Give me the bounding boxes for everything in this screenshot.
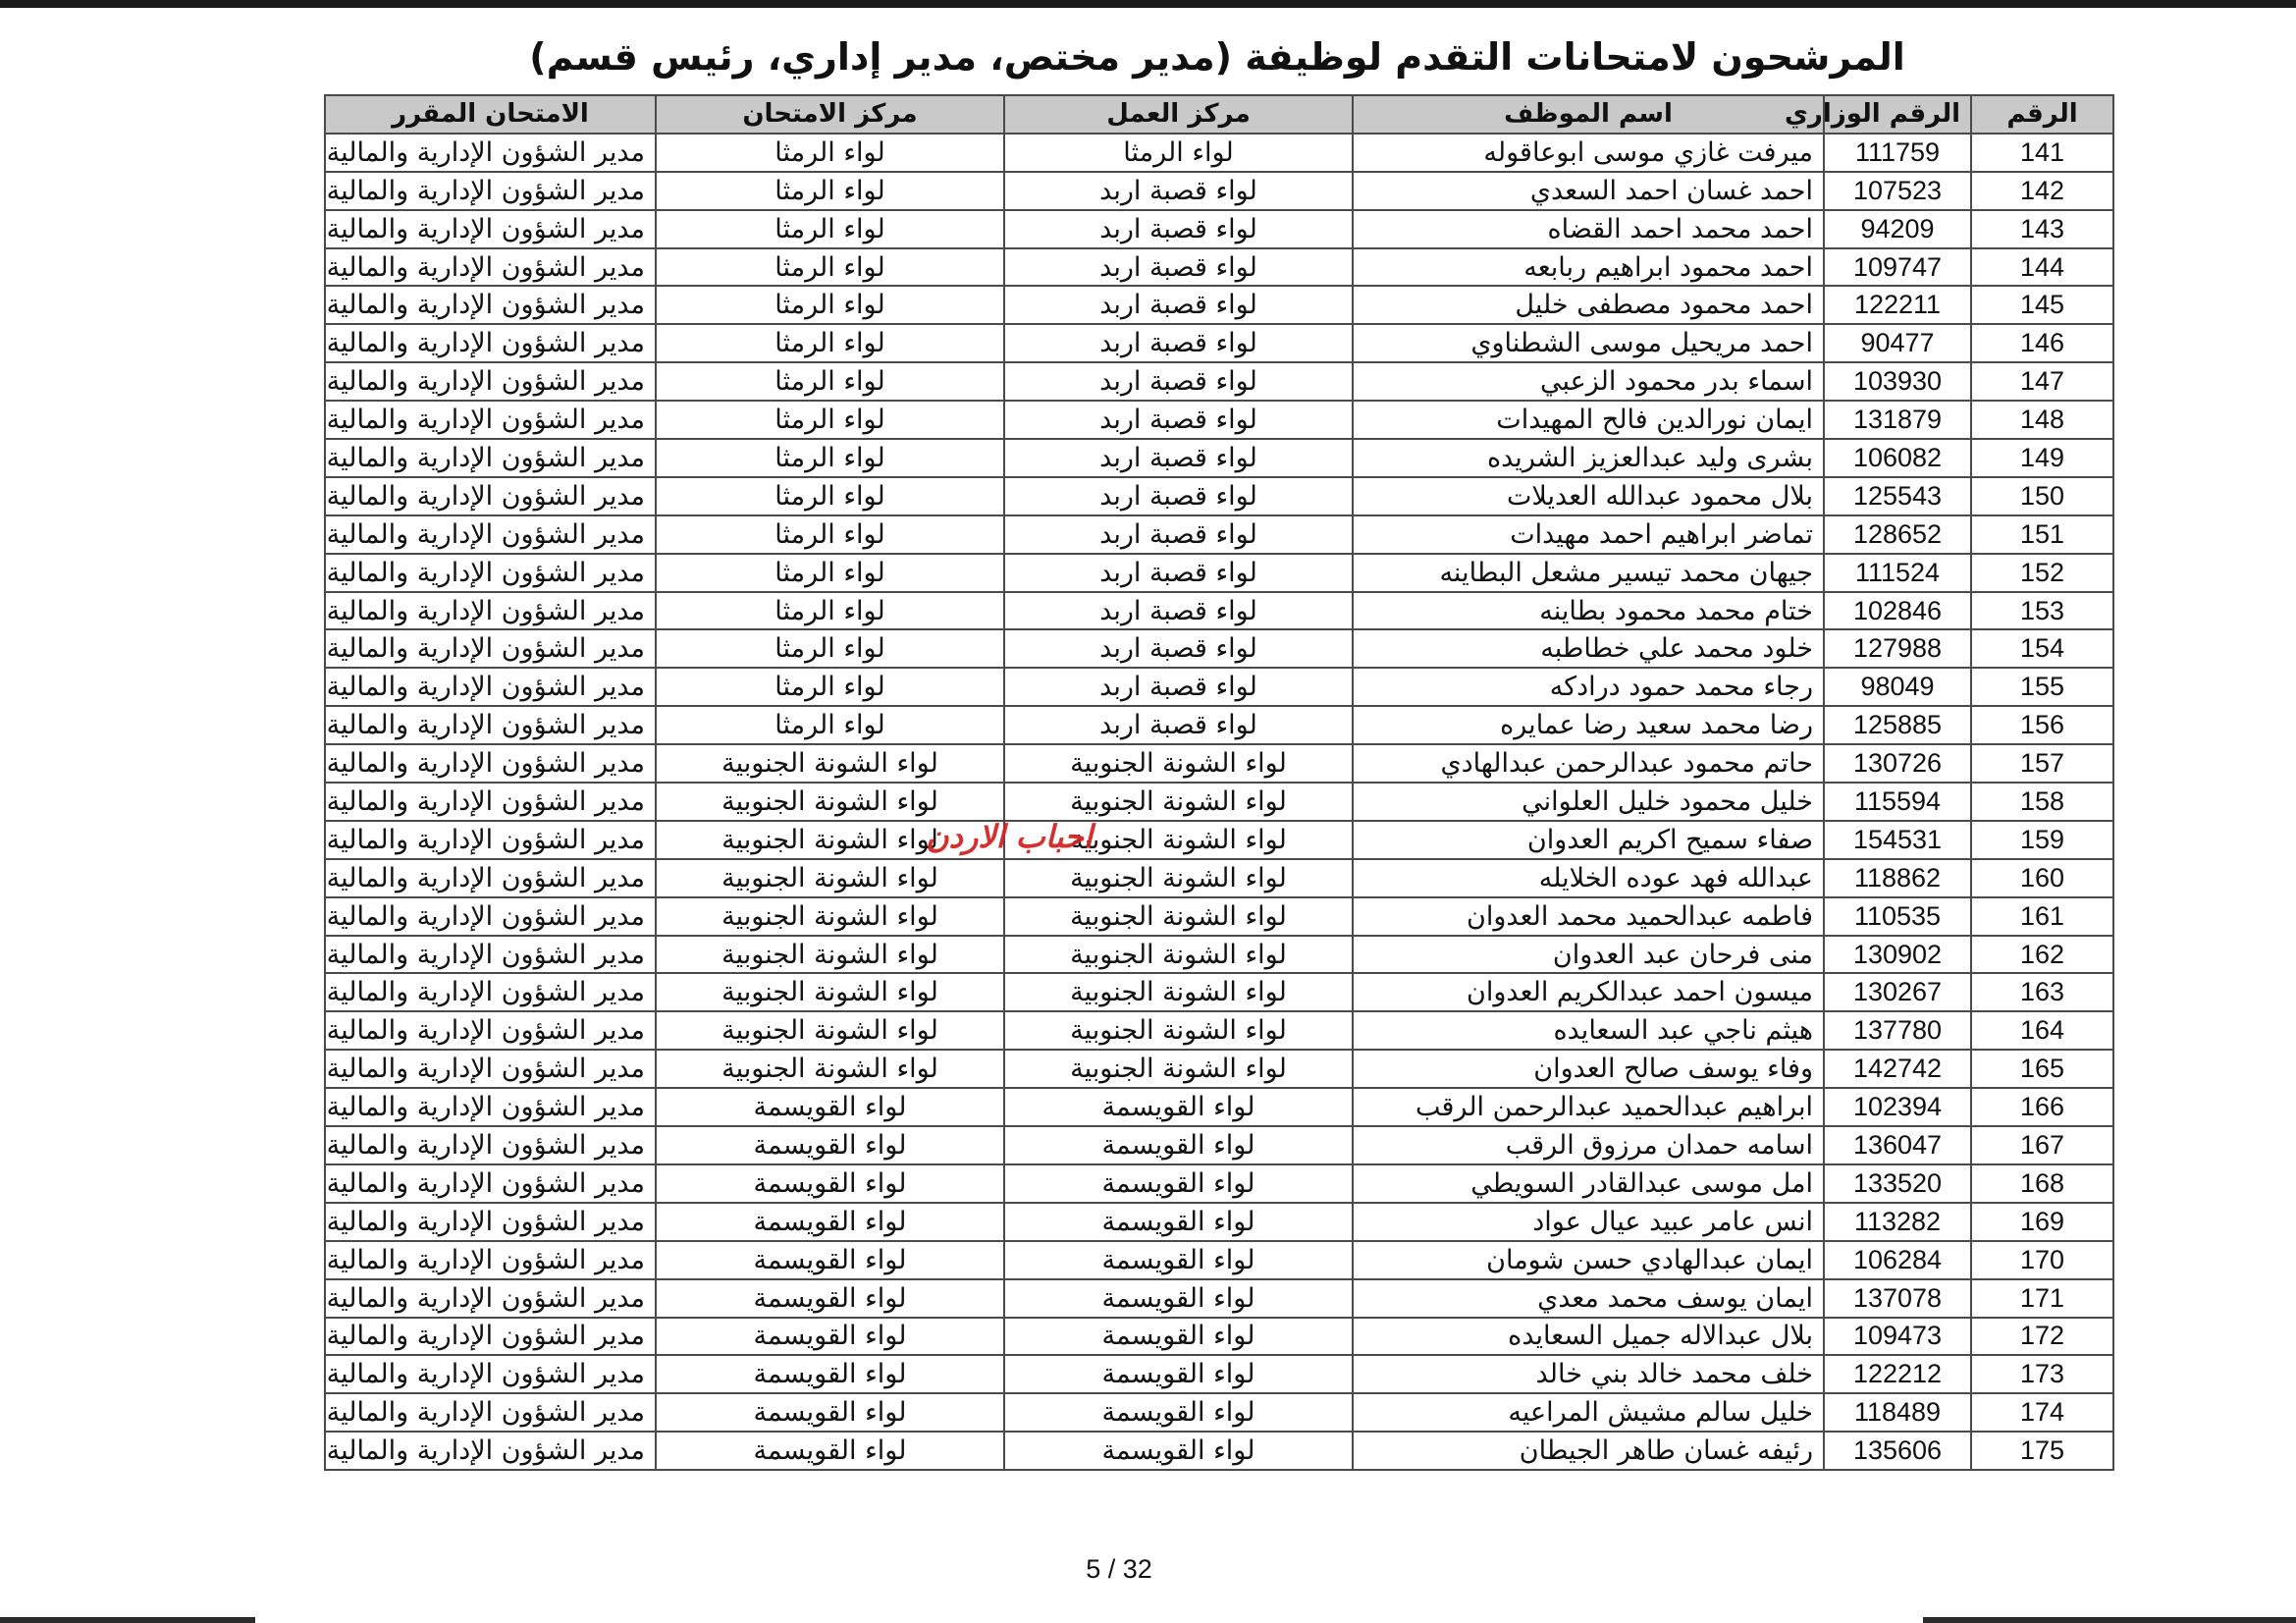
cell-employee-name: اسامه حمدان مرزوق الرقب [1353,1126,1824,1164]
cell-ministry-id: 106284 [1824,1241,1971,1279]
cell-exam-center: لواء الشونة الجنوبية [656,1011,1004,1050]
header-assigned-exam: الامتحان المقرر [325,95,656,134]
cell-ministry-id: 113282 [1824,1203,1971,1241]
cell-work-center: لواء الشونة الجنوبية [1004,821,1353,859]
table-row [325,973,2113,1011]
cell-seq: 159 [1971,821,2113,859]
table-row [325,629,2113,668]
cell-ministry-id: 94209 [1824,210,1971,248]
cell-employee-name: احمد غسان احمد السعدي [1353,172,1824,210]
cell-ministry-id: 111759 [1824,134,1971,172]
cell-seq: 149 [1971,439,2113,477]
cell-employee-name: ميسون احمد عبدالكريم العدوان [1353,973,1824,1011]
cell-seq: 172 [1971,1318,2113,1356]
cell-assigned-exam: مدير الشؤون الإدارية والمالية [325,362,656,401]
cell-assigned-exam: مدير الشؤون الإدارية والمالية [325,1088,656,1126]
cell-work-center: لواء الشونة الجنوبية [1004,744,1353,783]
cell-exam-center: لواء الشونة الجنوبية [656,859,1004,897]
cell-assigned-exam: مدير الشؤون الإدارية والمالية [325,783,656,821]
cell-ministry-id: 109747 [1824,248,1971,287]
cell-exam-center: لواء الرمثا [656,592,1004,630]
cell-seq: 145 [1971,286,2113,324]
cell-employee-name: بشرى وليد عبدالعزيز الشريده [1353,439,1824,477]
cell-seq: 161 [1971,897,2113,936]
cell-ministry-id: 130267 [1824,973,1971,1011]
cell-employee-name: رجاء محمد حمود درادكه [1353,668,1824,706]
cell-work-center: لواء قصبة اربد [1004,172,1353,210]
cell-ministry-id: 118489 [1824,1393,1971,1432]
cell-exam-center: لواء الرمثا [656,248,1004,287]
cell-employee-name: منى فرحان عبد العدوان [1353,936,1824,974]
table-row [325,706,2113,744]
cell-assigned-exam: مدير الشؤون الإدارية والمالية [325,286,656,324]
cell-ministry-id: 127988 [1824,629,1971,668]
cell-work-center: لواء قصبة اربد [1004,629,1353,668]
cell-employee-name: ختام محمد محمود بطاينه [1353,592,1824,630]
table-body [325,134,2113,1470]
cell-seq: 143 [1971,210,2113,248]
cell-assigned-exam: مدير الشؤون الإدارية والمالية [325,821,656,859]
cell-assigned-exam: مدير الشؤون الإدارية والمالية [325,1203,656,1241]
cell-assigned-exam: مدير الشؤون الإدارية والمالية [325,897,656,936]
cell-work-center: لواء القويسمة [1004,1241,1353,1279]
cell-ministry-id: 136047 [1824,1126,1971,1164]
table-row [325,668,2113,706]
table-row [325,439,2113,477]
cell-work-center: لواء الشونة الجنوبية [1004,783,1353,821]
cell-exam-center: لواء القويسمة [656,1432,1004,1470]
cell-ministry-id: 118862 [1824,859,1971,897]
cell-employee-name: رئيفه غسان طاهر الجيطان [1353,1432,1824,1470]
cell-work-center: لواء قصبة اربد [1004,362,1353,401]
cell-assigned-exam: مدير الشؤون الإدارية والمالية [325,401,656,439]
table-row [325,821,2113,859]
cell-work-center: لواء قصبة اربد [1004,706,1353,744]
cell-ministry-id: 102394 [1824,1088,1971,1126]
cell-assigned-exam: مدير الشؤون الإدارية والمالية [325,1241,656,1279]
cell-assigned-exam: مدير الشؤون الإدارية والمالية [325,1318,656,1356]
table-row [325,286,2113,324]
cell-ministry-id: 130726 [1824,744,1971,783]
cell-work-center: لواء قصبة اربد [1004,439,1353,477]
scan-bottom-edge-left [0,1617,255,1623]
cell-assigned-exam: مدير الشؤون الإدارية والمالية [325,1279,656,1318]
table-row [325,1203,2113,1241]
cell-ministry-id: 115594 [1824,783,1971,821]
cell-exam-center: لواء الرمثا [656,477,1004,515]
cell-seq: 157 [1971,744,2113,783]
cell-seq: 151 [1971,515,2113,554]
cell-employee-name: عبدالله فهد عوده الخلايله [1353,859,1824,897]
cell-exam-center: لواء القويسمة [656,1393,1004,1432]
cell-assigned-exam: مدير الشؤون الإدارية والمالية [325,1164,656,1203]
header-employee-name: اسم الموظف [1353,95,1824,134]
cell-ministry-id: 125885 [1824,706,1971,744]
table-row [325,1050,2113,1088]
cell-assigned-exam: مدير الشؤون الإدارية والمالية [325,324,656,362]
cell-employee-name: جيهان محمد تيسير مشعل البطاينه [1353,554,1824,592]
cell-seq: 148 [1971,401,2113,439]
cell-seq: 166 [1971,1088,2113,1126]
cell-work-center: لواء قصبة اربد [1004,210,1353,248]
cell-employee-name: ايمان عبدالهادي حسن شومان [1353,1241,1824,1279]
cell-assigned-exam: مدير الشؤون الإدارية والمالية [325,554,656,592]
cell-assigned-exam: مدير الشؤون الإدارية والمالية [325,936,656,974]
cell-seq: 163 [1971,973,2113,1011]
table-row [325,897,2113,936]
cell-employee-name: بلال محمود عبدالله العديلات [1353,477,1824,515]
cell-work-center: لواء قصبة اربد [1004,324,1353,362]
cell-ministry-id: 98049 [1824,668,1971,706]
cell-employee-name: صفاء سميح اكريم العدوان [1353,821,1824,859]
cell-seq: 142 [1971,172,2113,210]
cell-exam-center: لواء الرمثا [656,362,1004,401]
cell-work-center: لواء الشونة الجنوبية [1004,1050,1353,1088]
cell-exam-center: لواء الشونة الجنوبية [656,936,1004,974]
cell-assigned-exam: مدير الشؤون الإدارية والمالية [325,477,656,515]
cell-work-center: لواء قصبة اربد [1004,477,1353,515]
page-title: المرشحون لامتحانات التقدم لوظيفة (مدير مختص، مدير إداري، رئيس قسم) [529,35,1905,79]
cell-ministry-id: 107523 [1824,172,1971,210]
table-row [325,1241,2113,1279]
cell-work-center: لواء القويسمة [1004,1318,1353,1356]
cell-exam-center: لواء الرمثا [656,629,1004,668]
table-row [325,324,2113,362]
cell-exam-center: لواء الرمثا [656,706,1004,744]
cell-work-center: لواء القويسمة [1004,1279,1353,1318]
cell-ministry-id: 125543 [1824,477,1971,515]
table-row [325,936,2113,974]
cell-employee-name: تماضر ابراهيم احمد مهيدات [1353,515,1824,554]
cell-exam-center: لواء الشونة الجنوبية [656,783,1004,821]
cell-ministry-id: 135606 [1824,1432,1971,1470]
cell-work-center: لواء القويسمة [1004,1164,1353,1203]
cell-seq: 171 [1971,1279,2113,1318]
cell-employee-name: بلال عبدالاله جميل السعايده [1353,1318,1824,1356]
cell-seq: 173 [1971,1355,2113,1393]
cell-assigned-exam: مدير الشؤون الإدارية والمالية [325,1011,656,1050]
cell-exam-center: لواء القويسمة [656,1126,1004,1164]
cell-seq: 144 [1971,248,2113,287]
cell-assigned-exam: مدير الشؤون الإدارية والمالية [325,515,656,554]
cell-employee-name: اسماء بدر محمود الزعبي [1353,362,1824,401]
table-header-row [325,95,2113,134]
cell-ministry-id: 154531 [1824,821,1971,859]
cell-ministry-id: 122212 [1824,1355,1971,1393]
table-row [325,859,2113,897]
cell-work-center: لواء قصبة اربد [1004,554,1353,592]
table-row [325,1318,2113,1356]
cell-exam-center: لواء الشونة الجنوبية [656,897,1004,936]
cell-ministry-id: 131879 [1824,401,1971,439]
cell-work-center: لواء قصبة اربد [1004,286,1353,324]
cell-employee-name: ابراهيم عبدالحميد عبدالرحمن الرقب [1353,1088,1824,1126]
cell-work-center: لواء القويسمة [1004,1203,1353,1241]
cell-assigned-exam: مدير الشؤون الإدارية والمالية [325,668,656,706]
cell-work-center: لواء القويسمة [1004,1126,1353,1164]
cell-employee-name: احمد محمود ابراهيم ربابعه [1353,248,1824,287]
cell-assigned-exam: مدير الشؤون الإدارية والمالية [325,744,656,783]
cell-employee-name: هيثم ناجي عبد السعايده [1353,1011,1824,1050]
cell-exam-center: لواء الرمثا [656,668,1004,706]
header-seq: الرقم [1971,95,2113,134]
cell-exam-center: لواء الرمثا [656,515,1004,554]
candidates-table [324,94,2114,1471]
cell-exam-center: لواء القويسمة [656,1355,1004,1393]
table-row [325,477,2113,515]
cell-assigned-exam: مدير الشؤون الإدارية والمالية [325,134,656,172]
cell-seq: 167 [1971,1126,2113,1164]
cell-seq: 156 [1971,706,2113,744]
cell-ministry-id: 106082 [1824,439,1971,477]
cell-assigned-exam: مدير الشؤون الإدارية والمالية [325,973,656,1011]
cell-exam-center: لواء القويسمة [656,1203,1004,1241]
cell-work-center: لواء قصبة اربد [1004,401,1353,439]
cell-exam-center: لواء الرمثا [656,286,1004,324]
cell-ministry-id: 128652 [1824,515,1971,554]
cell-seq: 169 [1971,1203,2113,1241]
header-work-center: مركز العمل [1004,95,1353,134]
cell-assigned-exam: مدير الشؤون الإدارية والمالية [325,210,656,248]
cell-work-center: لواء قصبة اربد [1004,592,1353,630]
cell-ministry-id: 122211 [1824,286,1971,324]
table-row [325,248,2113,287]
cell-seq: 174 [1971,1393,2113,1432]
cell-work-center: لواء قصبة اربد [1004,248,1353,287]
cell-work-center: لواء الشونة الجنوبية [1004,897,1353,936]
table-row [325,172,2113,210]
cell-seq: 153 [1971,592,2113,630]
cell-exam-center: لواء الرمثا [656,210,1004,248]
cell-assigned-exam: مدير الشؤون الإدارية والمالية [325,1432,656,1470]
cell-exam-center: لواء القويسمة [656,1241,1004,1279]
cell-employee-name: خلف محمد خالد بني خالد [1353,1355,1824,1393]
cell-seq: 168 [1971,1164,2113,1203]
table-row [325,134,2113,172]
cell-employee-name: ايمان نورالدين فالح المهيدات [1353,401,1824,439]
header-exam-center: مركز الامتحان [656,95,1004,134]
cell-seq: 175 [1971,1432,2113,1470]
cell-work-center: لواء القويسمة [1004,1088,1353,1126]
cell-employee-name: احمد محمد احمد القضاه [1353,210,1824,248]
table-row [325,1088,2113,1126]
cell-seq: 154 [1971,629,2113,668]
cell-work-center: لواء الشونة الجنوبية [1004,1011,1353,1050]
cell-exam-center: لواء الشونة الجنوبية [656,973,1004,1011]
cell-employee-name: احمد محمود مصطفى خليل [1353,286,1824,324]
table-row [325,515,2113,554]
cell-exam-center: لواء الرمثا [656,324,1004,362]
table-row [325,1279,2113,1318]
cell-assigned-exam: مدير الشؤون الإدارية والمالية [325,1393,656,1432]
cell-ministry-id: 137078 [1824,1279,1971,1318]
cell-seq: 165 [1971,1050,2113,1088]
cell-ministry-id: 130902 [1824,936,1971,974]
page-number: 5 / 32 [1086,1554,1152,1584]
cell-exam-center: لواء الشونة الجنوبية [656,821,1004,859]
cell-employee-name: رضا محمد سعيد رضا عمايره [1353,706,1824,744]
table-row [325,592,2113,630]
header-ministry-id: الرقم الوزاري [1824,95,1971,134]
cell-work-center: لواء القويسمة [1004,1355,1353,1393]
cell-exam-center: لواء الرمثا [656,401,1004,439]
cell-ministry-id: 133520 [1824,1164,1971,1203]
cell-ministry-id: 103930 [1824,362,1971,401]
cell-employee-name: ميرفت غازي موسى ابوعاقوله [1353,134,1824,172]
cell-work-center: لواء القويسمة [1004,1393,1353,1432]
cell-seq: 162 [1971,936,2113,974]
cell-exam-center: لواء الرمثا [656,439,1004,477]
cell-ministry-id: 102846 [1824,592,1971,630]
scan-bottom-edge-right [1923,1617,2296,1623]
cell-seq: 160 [1971,859,2113,897]
cell-exam-center: لواء القويسمة [656,1318,1004,1356]
cell-seq: 146 [1971,324,2113,362]
table-row [325,744,2113,783]
cell-employee-name: ايمان يوسف محمد معدي [1353,1279,1824,1318]
cell-work-center: لواء قصبة اربد [1004,668,1353,706]
cell-exam-center: لواء الرمثا [656,554,1004,592]
cell-ministry-id: 110535 [1824,897,1971,936]
cell-work-center: لواء الشونة الجنوبية [1004,973,1353,1011]
table-row [325,1126,2113,1164]
cell-work-center: لواء الشونة الجنوبية [1004,936,1353,974]
cell-work-center: لواء الرمثا [1004,134,1353,172]
cell-ministry-id: 90477 [1824,324,1971,362]
cell-ministry-id: 109473 [1824,1318,1971,1356]
cell-exam-center: لواء الشونة الجنوبية [656,1050,1004,1088]
cell-assigned-exam: مدير الشؤون الإدارية والمالية [325,629,656,668]
cell-exam-center: لواء الرمثا [656,134,1004,172]
cell-ministry-id: 111524 [1824,554,1971,592]
cell-assigned-exam: مدير الشؤون الإدارية والمالية [325,248,656,287]
cell-seq: 155 [1971,668,2113,706]
cell-employee-name: حاتم محمود عبدالرحمن عبدالهادي [1353,744,1824,783]
cell-work-center: لواء القويسمة [1004,1432,1353,1470]
table-row [325,1432,2113,1470]
cell-employee-name: فاطمه عبدالحميد محمد العدوان [1353,897,1824,936]
table-row [325,210,2113,248]
cell-seq: 147 [1971,362,2113,401]
cell-seq: 152 [1971,554,2113,592]
cell-work-center: لواء الشونة الجنوبية [1004,859,1353,897]
cell-work-center: لواء قصبة اربد [1004,515,1353,554]
cell-assigned-exam: مدير الشؤون الإدارية والمالية [325,1355,656,1393]
cell-employee-name: انس عامر عبيد عيال عواد [1353,1203,1824,1241]
cell-assigned-exam: مدير الشؤون الإدارية والمالية [325,706,656,744]
cell-seq: 158 [1971,783,2113,821]
cell-seq: 150 [1971,477,2113,515]
table-row [325,783,2113,821]
cell-seq: 141 [1971,134,2113,172]
watermark-text: احباب الاردن [926,818,1093,855]
cell-ministry-id: 142742 [1824,1050,1971,1088]
cell-assigned-exam: مدير الشؤون الإدارية والمالية [325,859,656,897]
cell-assigned-exam: مدير الشؤون الإدارية والمالية [325,1050,656,1088]
cell-exam-center: لواء القويسمة [656,1164,1004,1203]
table-row [325,1355,2113,1393]
cell-exam-center: لواء الشونة الجنوبية [656,744,1004,783]
cell-employee-name: وفاء يوسف صالح العدوان [1353,1050,1824,1088]
scan-top-edge [0,0,2296,8]
cell-assigned-exam: مدير الشؤون الإدارية والمالية [325,172,656,210]
table-row [325,1164,2113,1203]
cell-exam-center: لواء الرمثا [656,172,1004,210]
cell-employee-name: خلود محمد علي خطاطبه [1353,629,1824,668]
cell-exam-center: لواء القويسمة [656,1279,1004,1318]
cell-employee-name: احمد مريحيل موسى الشطناوي [1353,324,1824,362]
table-row [325,362,2113,401]
cell-employee-name: خليل سالم مشيش المراعيه [1353,1393,1824,1432]
cell-employee-name: خليل محمود خليل العلواني [1353,783,1824,821]
table-row [325,401,2113,439]
table-row [325,1393,2113,1432]
table-row [325,554,2113,592]
cell-assigned-exam: مدير الشؤون الإدارية والمالية [325,592,656,630]
cell-assigned-exam: مدير الشؤون الإدارية والمالية [325,1126,656,1164]
cell-ministry-id: 137780 [1824,1011,1971,1050]
cell-exam-center: لواء القويسمة [656,1088,1004,1126]
cell-seq: 170 [1971,1241,2113,1279]
cell-seq: 164 [1971,1011,2113,1050]
table-row [325,1011,2113,1050]
cell-assigned-exam: مدير الشؤون الإدارية والمالية [325,439,656,477]
cell-employee-name: امل موسى عبدالقادر السويطي [1353,1164,1824,1203]
